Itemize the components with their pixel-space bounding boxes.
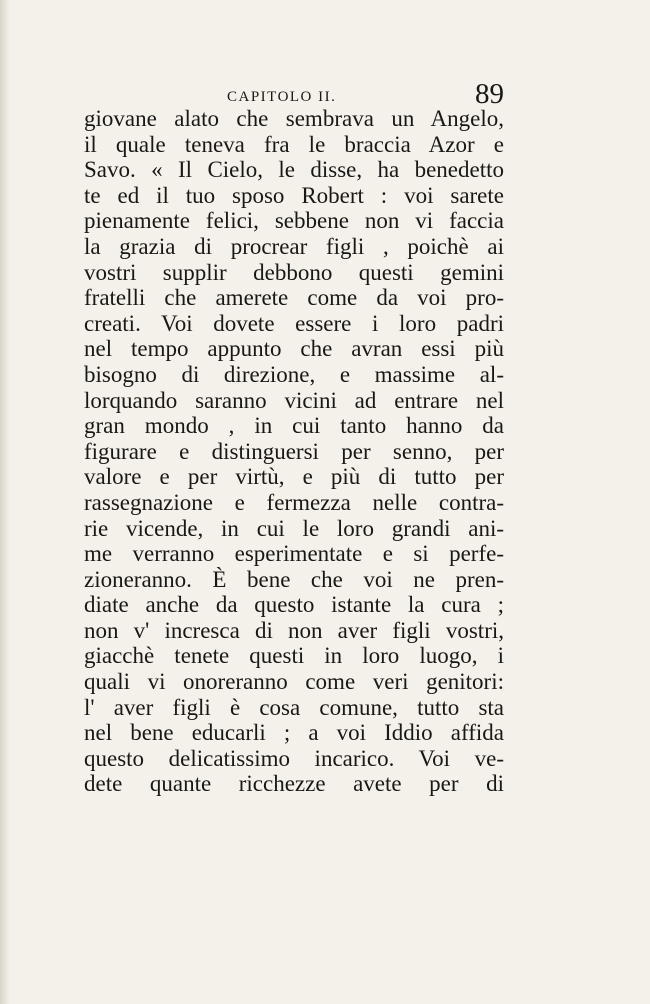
text-line: gran mondo , in cui tanto hanno da [84, 413, 504, 439]
text-line: nel tempo appunto che avran essi più [84, 336, 504, 362]
text-line: fratelli che amerete come da voi pro- [84, 285, 504, 311]
text-line: lorquando saranno vicini ad entrare nel [84, 387, 504, 413]
text-line: te ed il tuo sposo Robert : voi sarete [84, 182, 504, 208]
text-line: vostri supplir debbono questi gemini [84, 259, 504, 285]
text-line: pienamente felici, sebbene non vi faccia [84, 208, 504, 234]
text-line: non v' incresca di non aver figli vostri, [84, 617, 504, 643]
text-line: bisogno di direzione, e massime al- [84, 361, 504, 387]
page-gutter-shadow [0, 0, 10, 1004]
text-line: giacchè tenete questi in loro luogo, i [84, 643, 504, 669]
text-line: rassegnazione e fermezza nelle contra- [84, 489, 504, 515]
text-line: nel bene educarli ; a voi Iddio affida [84, 720, 504, 746]
running-head: CAPITOLO II. [227, 89, 337, 105]
text-line: diate anche da questo istante la cura ; [84, 592, 504, 618]
page-number: 89 [475, 78, 504, 110]
text-line: la grazia di procrear figli , poichè ai [84, 233, 504, 259]
text-line: Savo. « Il Cielo, le disse, ha benedetto [84, 157, 504, 183]
text-line: l' aver figli è cosa comune, tutto sta [84, 694, 504, 720]
text-line: giovane alato che sembrava un Angelo, [84, 106, 504, 131]
text-line: figurare e distinguersi per senno, per [84, 438, 504, 464]
text-line: rie vicende, in cui le loro grandi ani- [84, 515, 504, 541]
text-line: valore e per virtù, e più di tutto per [84, 464, 504, 490]
body-text [84, 106, 504, 797]
text-line: questo delicatissimo incarico. Voi ve- [84, 745, 504, 771]
text-line: creati. Voi dovete essere i loro padri [84, 310, 504, 336]
text-line: dete quante ricchezze avete per di [84, 771, 504, 797]
text-line: il quale teneva fra le braccia Azor e [84, 131, 504, 157]
text-line: me verranno esperimentate e si perfe- [84, 541, 504, 567]
text-line: zioneranno. È bene che voi ne pren- [84, 566, 504, 592]
text-line: quali vi onoreranno come veri genitori: [84, 669, 504, 695]
